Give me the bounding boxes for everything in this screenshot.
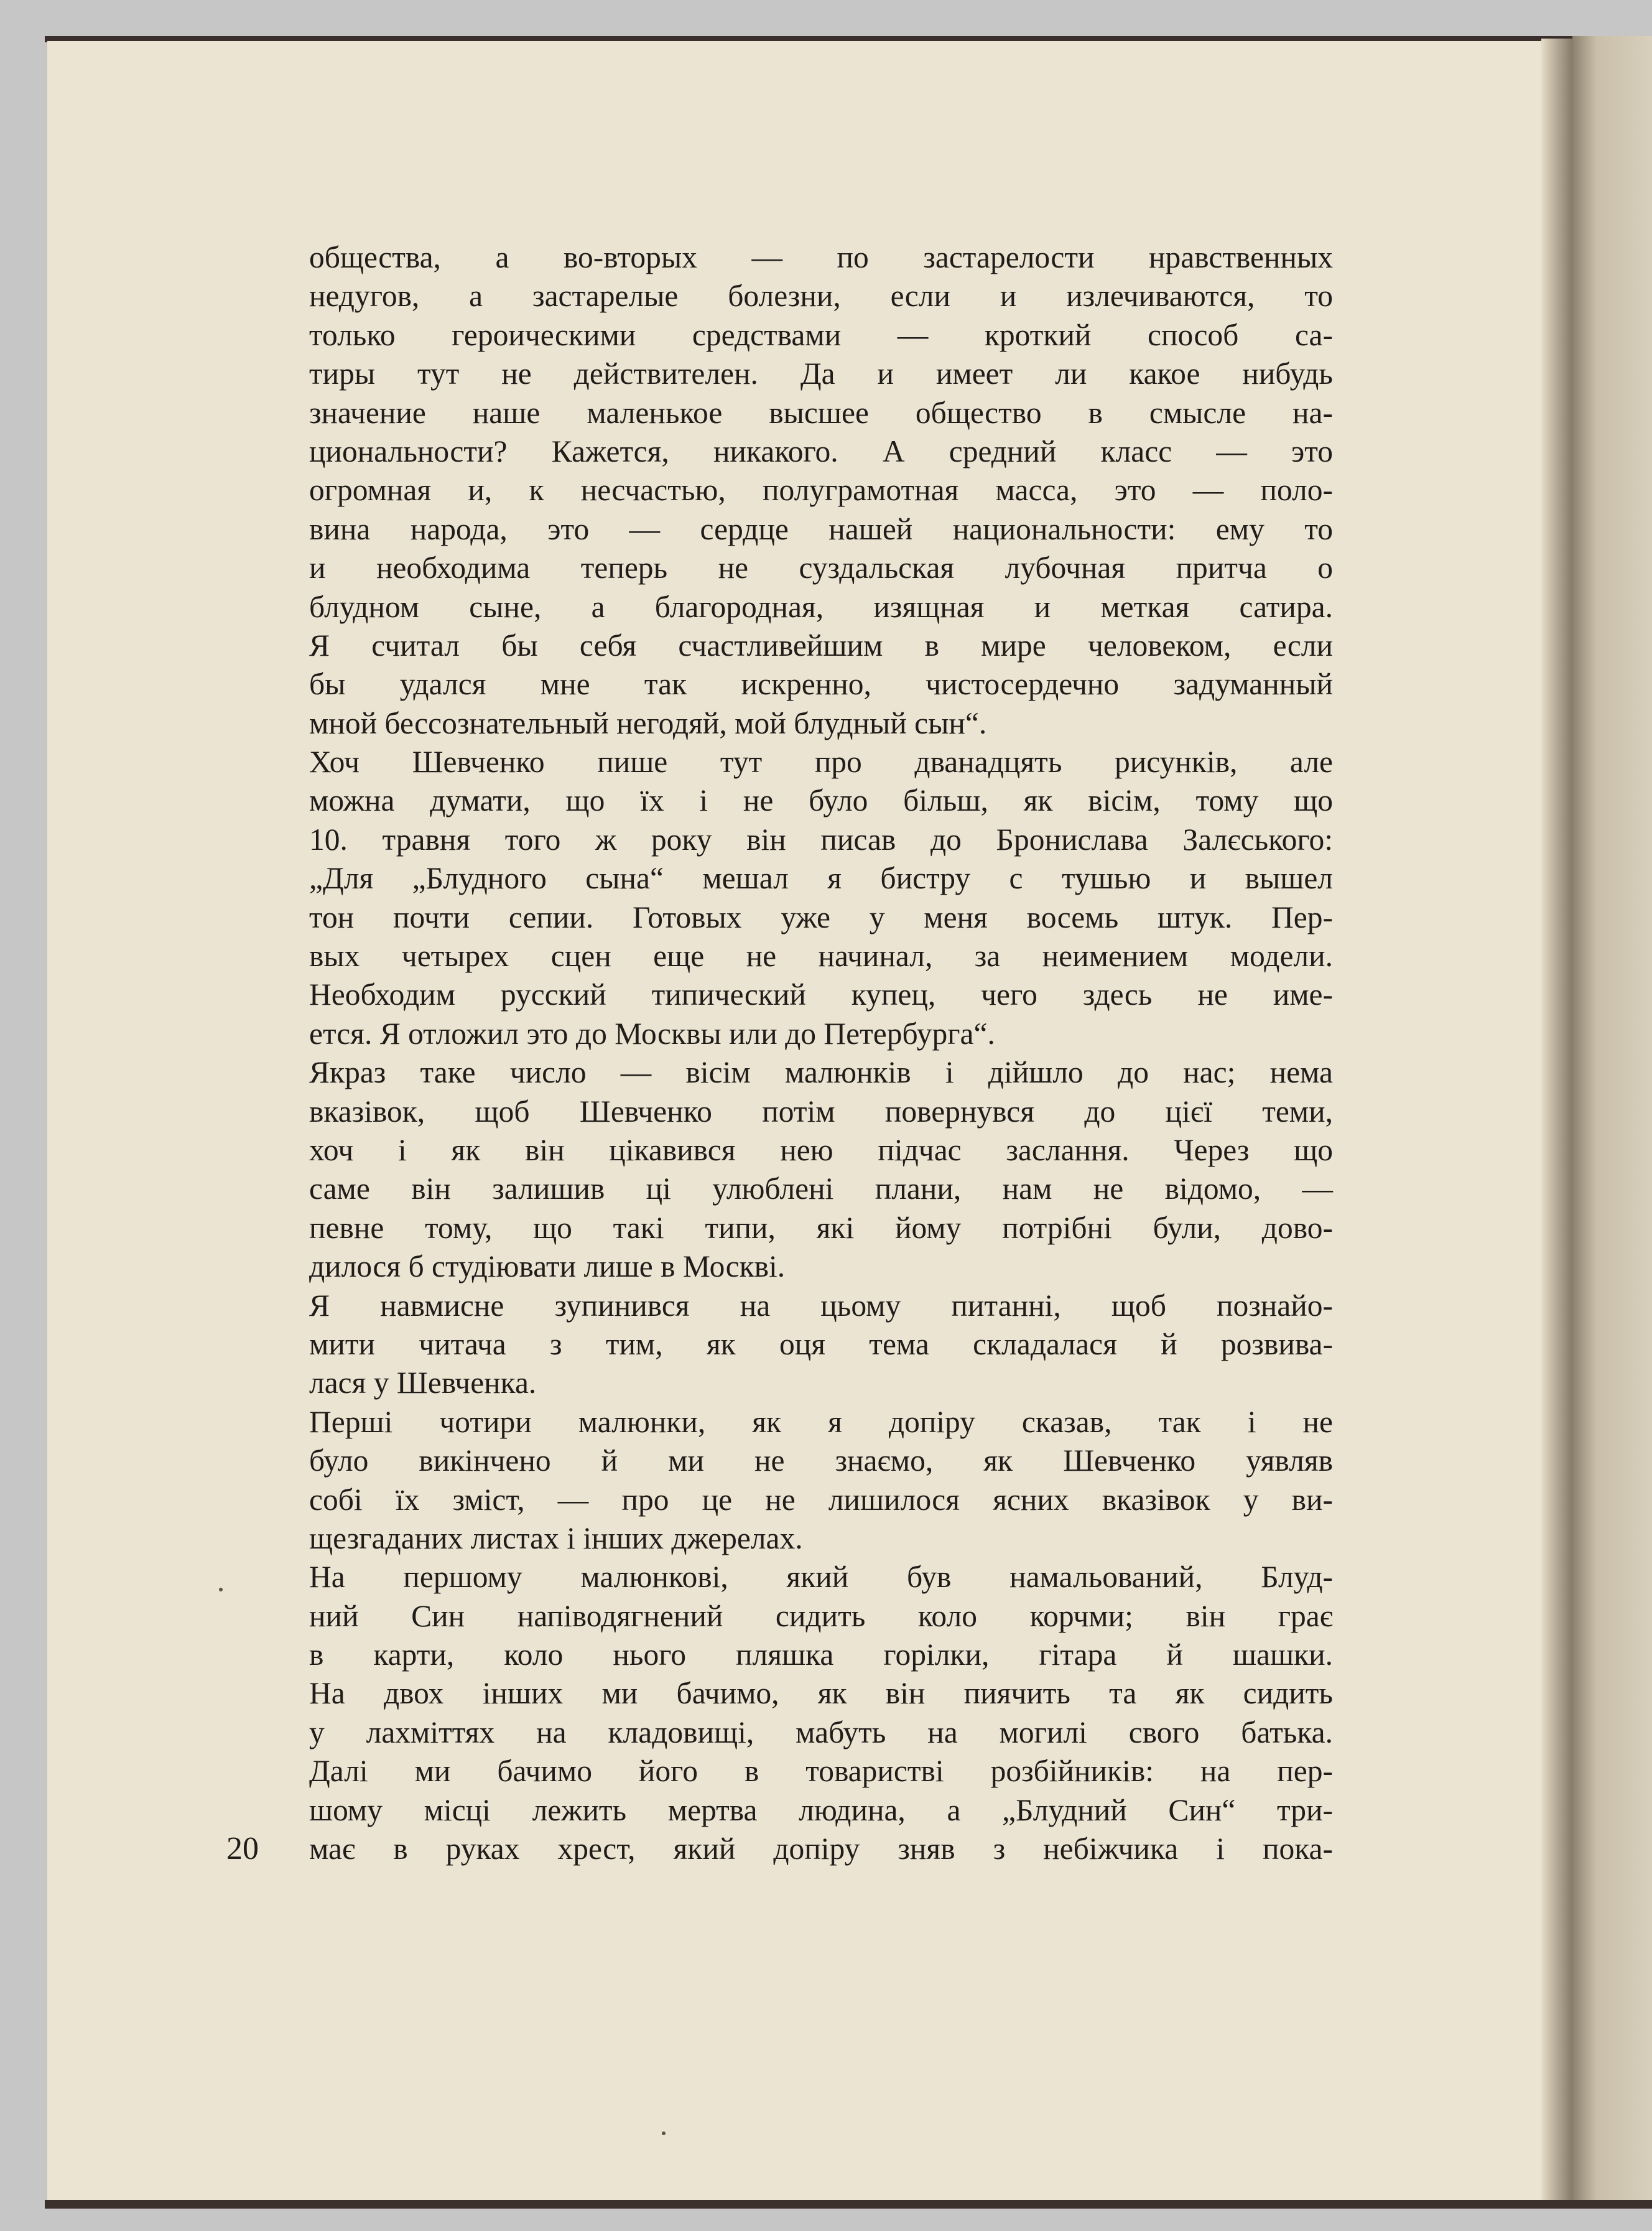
text-line: огромная и, к несчастью, полуграмотная масса, это — поло-: [309, 473, 1333, 508]
text-line: ний Син напіводягнений сидить коло корчми; він грає: [309, 1598, 1333, 1633]
text-line: вказівок, щоб Шевченко потім повернувся до цієї теми,: [309, 1094, 1333, 1129]
text-line: можна думати, що їх і не було більш, як вісім, тому що: [309, 783, 1333, 818]
text-line: и необходима теперь не суздальская лубочная притча о: [309, 551, 1333, 585]
text-line: тиры тут не действителен. Да и имеет ли какое нибудь: [309, 356, 1333, 391]
text-line: На двох інших ми бачимо, як він пиячить та як сидить: [309, 1676, 1333, 1711]
text-line: циональности? Кажется, никакого. А средний класс — это: [309, 434, 1333, 468]
text-line: Я считал бы себя счастливейшим в мире человеком, если: [309, 628, 1333, 663]
text-line: Необходим русский типический купец, чего здесь не име-: [309, 977, 1333, 1012]
text-line: бы удался мне так искренно, чистосердечно задуманный: [309, 667, 1333, 702]
text-line: На першому малюнкові, який був намальований, Блуд-: [309, 1560, 1333, 1595]
text-line: общества, а во-вторых — по застарелости нравственных: [309, 240, 1333, 274]
text-line: щезгаданих листах і інших джерелах.: [309, 1521, 803, 1555]
text-line: Далі ми бачимо його в товаристві розбійників: на пер-: [309, 1754, 1333, 1789]
text-line: у лахміттях на кладовищі, мабуть на могилі свого батька.: [309, 1715, 1333, 1749]
text-line: только героическими средствами — кроткий способ са-: [309, 317, 1333, 352]
text-line: в карти, коло нього пляшка горілки, гітара й шашки.: [309, 1637, 1333, 1672]
text-line: ется. Я отложил это до Москвы или до Петербурга“.: [309, 1016, 995, 1051]
text-line: блудном сыне, а благородная, изящная и меткая сатира.: [309, 589, 1333, 624]
text-line: Я навмисне зупинився на цьому питанні, щоб познайо-: [309, 1288, 1333, 1323]
text-line: вых четырех сцен еще не начинал, за неимением модели.: [309, 939, 1333, 974]
text-line: Перші чотири малюнки, як я допіру сказав, так і не: [309, 1404, 1333, 1439]
text-line: шому місці лежить мертва людина, а „Блудний Син“ три-: [309, 1792, 1333, 1827]
text-line: хоч і як він цікавився нею підчас заслання. Через що: [309, 1132, 1333, 1167]
adjacent-page-edge: [1572, 36, 1652, 2201]
scanner-bottom-edge: [45, 2200, 1652, 2209]
text-line: „Для „Блудного сына“ мешал я бистру с тушью и вышел: [309, 861, 1333, 896]
body-text: [309, 238, 1333, 1868]
text-line: тон почти сепии. Готовых уже у меня восемь штук. Пер-: [309, 900, 1333, 934]
text-line: недугов, а застарелые болезни, если и излечиваются, то: [309, 279, 1333, 314]
book-gutter: [1541, 39, 1572, 2201]
paper-speck: [219, 1588, 223, 1591]
text-line: було викінчено й ми не знаємо, як Шевченко уявляв: [309, 1443, 1333, 1478]
text-line: певне тому, що такі типи, які йому потрібні були, дово-: [309, 1210, 1333, 1245]
text-line: має в руках хрест, який допіру зняв з небіжчика і пока-: [309, 1832, 1333, 1866]
text-line: 10. травня того ж року він писав до Бронислава Залєського:: [309, 822, 1333, 857]
page-number: 20: [226, 1831, 259, 1866]
text-line: Хоч Шевченко пише тут про дванадцять рисунків, але: [309, 745, 1333, 780]
paper-speck: [662, 2131, 666, 2135]
text-line: лася у Шевченка.: [309, 1366, 537, 1400]
text-line: Якраз таке число — вісім малюнків і дійшло до нас; нема: [309, 1055, 1333, 1090]
text-line: вина народа, это — сердце нашей национальности: ему то: [309, 511, 1333, 546]
text-line: мной бессознательный негодяй, мой блудный сын“.: [309, 706, 987, 740]
text-line: значение наше маленькое высшее общество в смысле на-: [309, 395, 1333, 430]
text-line: собі їх зміст, — про це не лишилося ясних вказівок у ви-: [309, 1482, 1333, 1517]
text-line: мити читача з тим, як оця тема складалася й розвива-: [309, 1326, 1333, 1361]
text-line: саме він залишив ці улюблені плани, нам не відомо, —: [309, 1171, 1333, 1206]
text-line: дилося б студіювати лише в Москві.: [309, 1249, 786, 1284]
